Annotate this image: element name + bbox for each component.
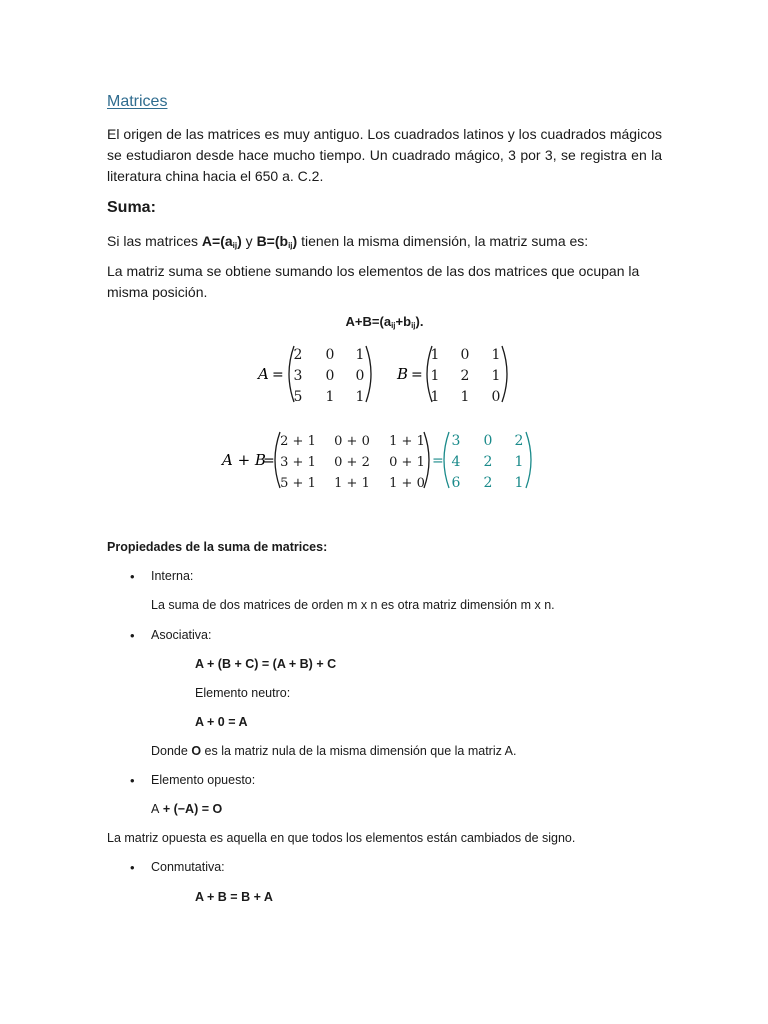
matrices-a-b xyxy=(0,338,768,410)
matrix-cell: 2 xyxy=(483,454,493,470)
bullet-icon: • xyxy=(130,569,135,584)
bracket-right xyxy=(502,346,507,402)
properties-heading: Propiedades de la suma de matrices: xyxy=(107,540,328,554)
matrix-cell: 2 xyxy=(483,475,493,491)
prop-neutro: Elemento neutro: xyxy=(195,686,291,700)
prop-interna-text: La suma de dos matrices de orden m x n es otra matriz dimensión m x n. xyxy=(151,598,555,612)
matrix-cell: 0 xyxy=(460,347,470,363)
matrix-cell: 4 xyxy=(451,454,461,470)
matrix-cell: 5 xyxy=(293,389,303,405)
matrix-b xyxy=(396,346,507,405)
matrix-cell: 0 xyxy=(483,433,493,449)
def-y: y xyxy=(241,233,257,249)
prop-interna: Interna: xyxy=(151,569,194,583)
def-text-end: tienen la misma dimensión, la matriz suma es: xyxy=(297,233,589,249)
matrix-a xyxy=(256,346,371,405)
matrix-cell: 1 xyxy=(325,389,335,405)
matrix-cell: 5 + 1 xyxy=(280,476,316,491)
neutro-explanation: Donde O es la matriz nula de la misma dimensión que la matriz A. xyxy=(151,744,517,758)
matrix-cell: 0 xyxy=(491,389,501,405)
bracket-right xyxy=(526,432,531,488)
bracket-right xyxy=(366,346,371,402)
sum-label: A + B xyxy=(222,451,266,469)
matrix-cell: 0 + 2 xyxy=(334,455,370,470)
matrix-a-label: A xyxy=(258,365,269,383)
section-title[interactable]: Matrices xyxy=(107,93,168,110)
suma-definition xyxy=(107,231,662,256)
neutro-formula: A + 0 = A xyxy=(195,715,248,729)
result-eq: = xyxy=(432,453,444,469)
matrix-cell: 0 xyxy=(355,368,365,384)
matrix-cell: 3 xyxy=(293,368,303,384)
matrix-cell: 1 + 0 xyxy=(389,476,425,491)
prop-asociativa: Asociativa: xyxy=(151,628,212,642)
opuesto-formula: A + (−A) = O xyxy=(151,802,223,816)
matrix-cell: 2 xyxy=(514,433,524,449)
matrix-cell: 0 + 1 xyxy=(389,455,425,470)
suma-heading: Suma: xyxy=(107,199,156,216)
matrix-cell: 3 xyxy=(451,433,461,449)
bullet-icon: • xyxy=(130,773,135,788)
prop-opuesto: Elemento opuesto: xyxy=(151,773,256,787)
matrix-cell: 1 xyxy=(355,347,365,363)
asociativa-formula: A + (B + C) = (A + B) + C xyxy=(195,657,337,671)
sum-eq: = xyxy=(263,453,275,469)
matrix-cell: 2 xyxy=(293,347,303,363)
prop-conmutativa: Conmutativa: xyxy=(151,860,225,874)
matrix-cell: 6 xyxy=(451,475,461,491)
matrix-cell: 1 + 1 xyxy=(389,434,425,449)
matrix-cell: 0 xyxy=(325,368,335,384)
matrix-cell: 1 xyxy=(514,454,524,470)
bullet-icon: • xyxy=(130,860,135,875)
matrix-cell: 1 xyxy=(430,368,440,384)
matrix-b-eq: = xyxy=(411,367,423,383)
matrix-a-eq: = xyxy=(272,367,284,383)
sum-formula: $A+B=(a_{ij}+b_{ij})$. xyxy=(345,314,424,330)
matrix-cell: 1 xyxy=(460,389,470,405)
def-b: $B=(b_{ij})$ xyxy=(256,233,298,250)
matrix-cell: 1 xyxy=(491,347,501,363)
matrix-cell: 1 xyxy=(491,368,501,384)
def-text: Si las matrices xyxy=(107,233,202,249)
matrix-cell: 1 xyxy=(430,347,440,363)
suma-explanation: La matriz suma se obtiene sumando los elementos de las dos matrices que ocupan la misma posición. xyxy=(107,263,640,300)
bracket-left xyxy=(444,432,449,488)
conmutativa-formula: A + B = B + A xyxy=(195,890,273,904)
matrix-cell: 2 xyxy=(460,368,470,384)
matrix-cell: 1 xyxy=(430,389,440,405)
matrix-cell: 1 xyxy=(355,389,365,405)
bullet-icon: • xyxy=(130,628,135,643)
matrix-cell: 1 xyxy=(514,475,524,491)
matrix-cell: 0 + 0 xyxy=(334,434,370,449)
matrix-b-label: B xyxy=(397,365,409,383)
matrix-cell: 2 + 1 xyxy=(280,434,316,449)
matrix-sum-computation xyxy=(0,424,768,496)
opuesta-text: La matriz opuesta es aquella en que todos los elementos están cambiados de signo. xyxy=(107,831,576,845)
matrix-cell: 3 + 1 xyxy=(280,455,316,470)
def-a: $A=(a_{ij})$ xyxy=(201,233,242,250)
matrix-cell: 0 xyxy=(325,347,335,363)
matrix-cell: 1 + 1 xyxy=(334,476,370,491)
intro-paragraph: El origen de las matrices es muy antiguo. Los cuadrados latinos y los cuadrados mágicos se estudiaron desde hace mucho tiempo. Un cuadrado mágico, 3 por 3, se registra en la literatura china hacia el 650 a. C.2. xyxy=(107,126,662,184)
